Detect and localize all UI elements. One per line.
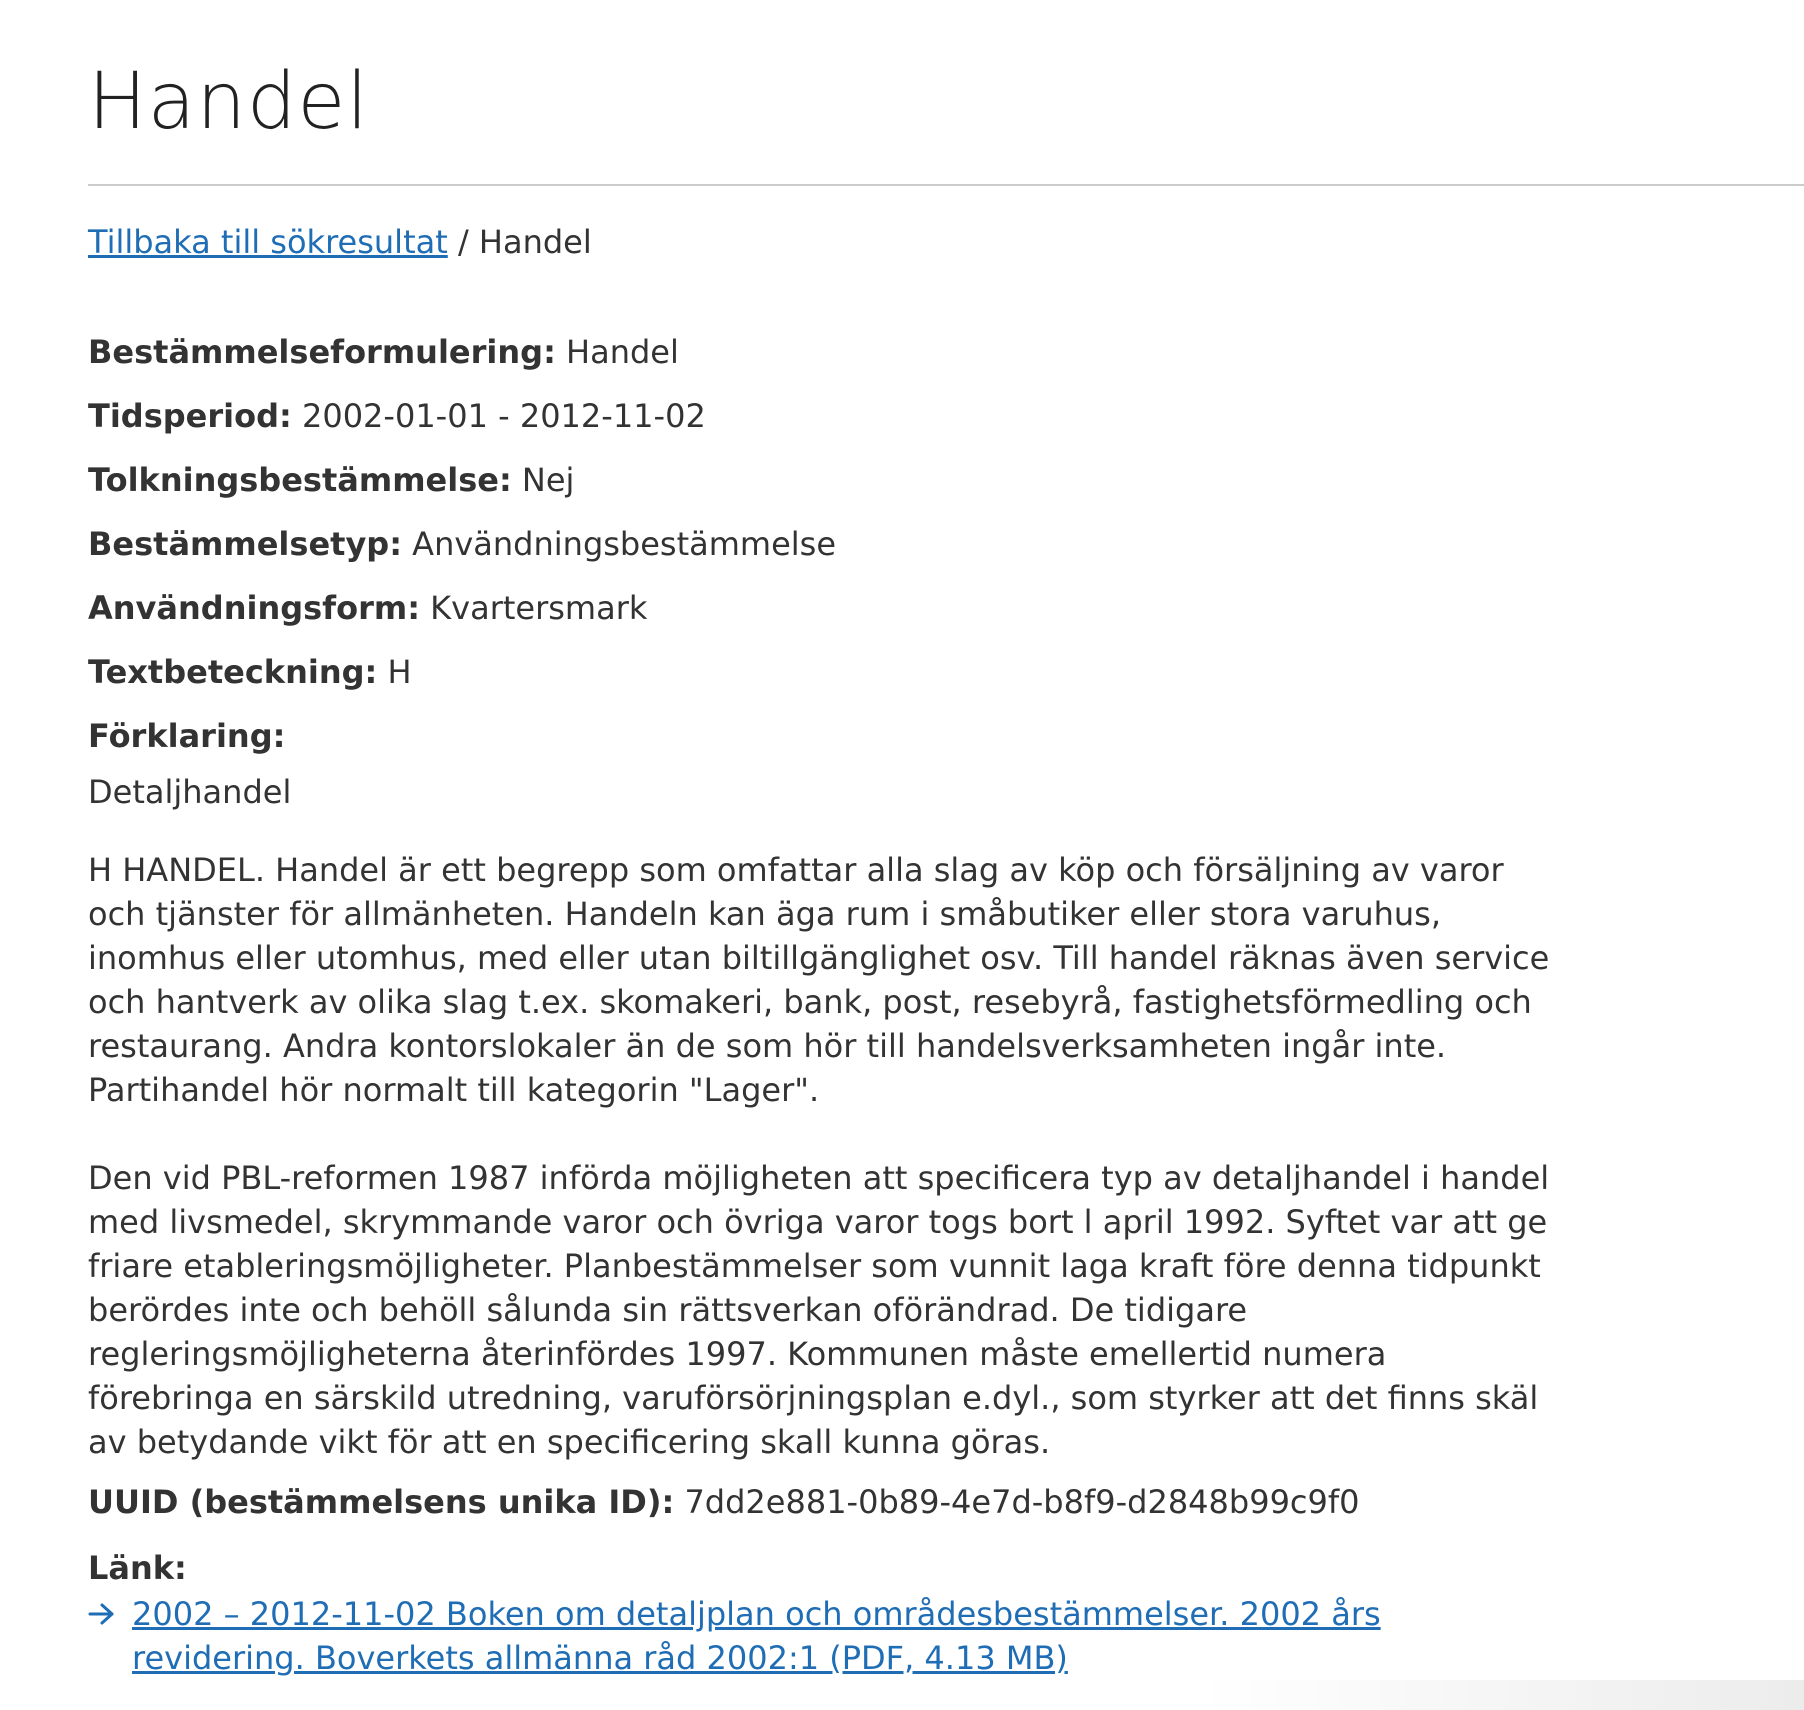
field-label: Textbeteckning: bbox=[88, 653, 378, 691]
field-explanation bbox=[88, 714, 1558, 758]
back-to-search-results-link[interactable]: Tillbaka till sökresultat bbox=[88, 223, 448, 261]
explanation-value: Detaljhandel bbox=[88, 773, 292, 811]
field-label: Användningsform: bbox=[88, 589, 420, 627]
field-usage-form bbox=[88, 586, 1558, 630]
field-value: Handel bbox=[555, 333, 679, 371]
field-value: 2002-01-01 - 2012-11-02 bbox=[291, 397, 706, 435]
title-divider bbox=[88, 184, 1804, 186]
document-link-row bbox=[88, 1592, 1558, 1680]
arrow-right-icon bbox=[88, 1592, 132, 1626]
field-label: Tolkningsbestämmelse: bbox=[88, 461, 512, 499]
field-label: Tidsperiod: bbox=[88, 397, 292, 435]
page-title: Handel bbox=[88, 57, 370, 147]
field-interpretation bbox=[88, 458, 1558, 502]
link-label: Länk: bbox=[88, 1549, 187, 1587]
field-value: Nej bbox=[511, 461, 575, 499]
field-label: Bestämmelsetyp: bbox=[88, 525, 402, 563]
field-value: Kvartersmark bbox=[420, 589, 648, 627]
field-label: UUID (bestämmelsens unika ID): bbox=[88, 1483, 675, 1521]
field-value: Användningsbestämmelse bbox=[402, 525, 837, 563]
field-text-designation bbox=[88, 650, 1558, 694]
breadcrumb-current: Handel bbox=[478, 223, 592, 261]
field-label: Förklaring: bbox=[88, 717, 286, 755]
field-label: Bestämmelseformulering: bbox=[88, 333, 556, 371]
uuid-value: 7dd2e881-0b89-4e7d-b8f9-d2848b99c9f0 bbox=[674, 1483, 1360, 1521]
scroll-shadow bbox=[1200, 1680, 1804, 1710]
field-regulation-type bbox=[88, 522, 1558, 566]
field-time-period bbox=[88, 394, 1558, 438]
field-formulation bbox=[88, 330, 1558, 374]
field-value: H bbox=[377, 653, 412, 691]
breadcrumb-separator: / bbox=[447, 223, 479, 261]
document-pdf-link[interactable]: 2002 – 2012-11-02 Boken om detaljplan och områdesbestämmelser. 2002 års revidering. Boverkets allmänna råd 2002:1 (PDF, 4.13 MB) bbox=[132, 1595, 1381, 1677]
explanation-paragraph: H HANDEL. Handel är ett begrepp som omfattar alla slag av köp och försäljning av varor och tjänster för allmänheten. Handeln kan äga rum i småbutiker eller stora varuhus, inomhus eller utomhus, med eller utan biltillgänglighet osv. Till handel räknas även service och hantverk av olika slag t.ex. skomakeri, bank, post, resebyrå, fastighetsförmedling och restaurang. Andra kontorslokaler än de som hör till handelsverksamheten ingår inte. Partihandel hör normalt till kategorin "Lager". bbox=[88, 851, 1550, 1109]
explanation-paragraph: Den vid PBL-reformen 1987 införda möjligheten att specificera typ av detaljhandel i handel med livsmedel, skrymmande varor och övriga varor togs bort l april 1992. Syftet var att ge friare etableringsmöjligheter. Planbestämmelser som vunnit laga kraft före denna tidpunkt berördes inte och behöll sålunda sin rättsverkan oförändrad. De tidigare regleringsmöjligheterna återinfördes 1997. Kommunen måste emellertid numera förebringa en särskild utredning, varuförsörjningsplan e.dyl., som styrker att det finns skäl av betydande vikt för att en specificering skall kunna göras. bbox=[88, 1159, 1550, 1461]
regulation-details bbox=[88, 330, 1558, 1680]
field-uuid bbox=[88, 1480, 1558, 1524]
breadcrumb bbox=[88, 220, 592, 264]
